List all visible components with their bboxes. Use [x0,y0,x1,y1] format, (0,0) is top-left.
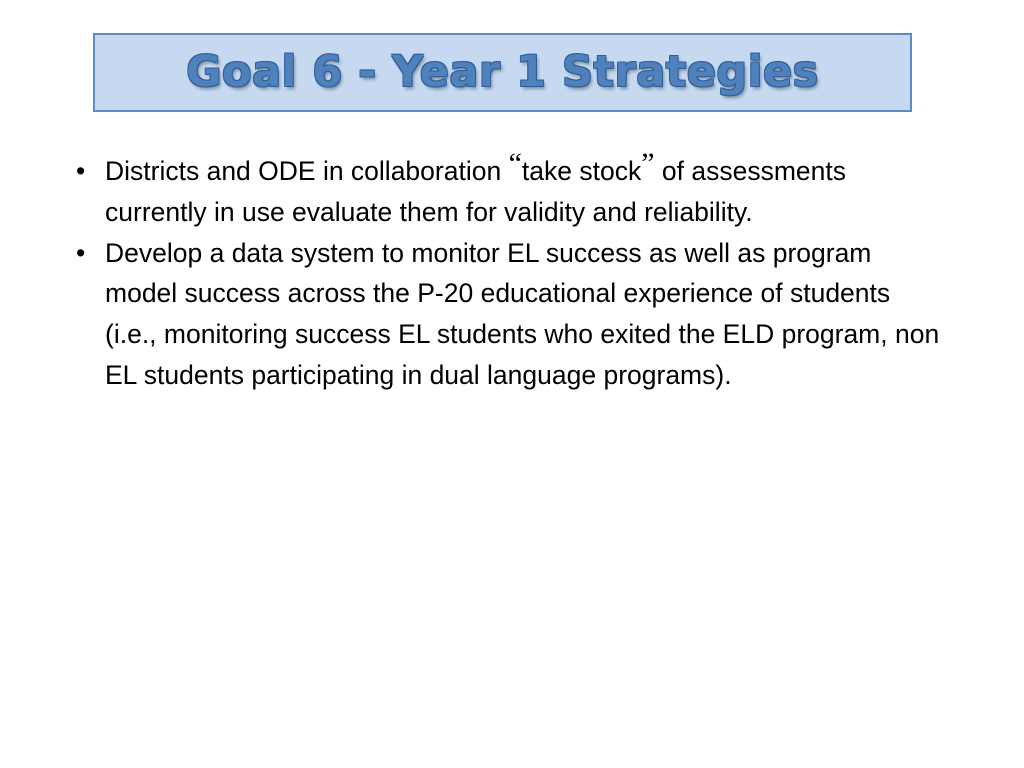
bullet-text-part2: of assessments currently in use evaluate them for validity and reliability. [105,156,846,227]
quoted-text: take stock [521,156,642,186]
bullet-item [76,233,946,396]
bullet-icon: • [76,237,86,268]
bullet-list [76,147,946,396]
bullet-text: Develop a data system to monitor EL success as well as program model success across the P-20 educational experience of students (i.e., monitoring success EL students who exited the ELD program, non EL students participating in dual language programs). [105,237,940,390]
open-quote-mark: “ [508,147,522,180]
slide-title: Goal 6 - Year 1 Strategies [186,47,819,97]
title-box [93,33,912,112]
close-quote-mark: ” [641,147,655,180]
bullet-icon: • [76,156,86,186]
bullet-text-part1: Districts and ODE in collaboration [105,156,509,186]
bullet-item [76,147,946,233]
